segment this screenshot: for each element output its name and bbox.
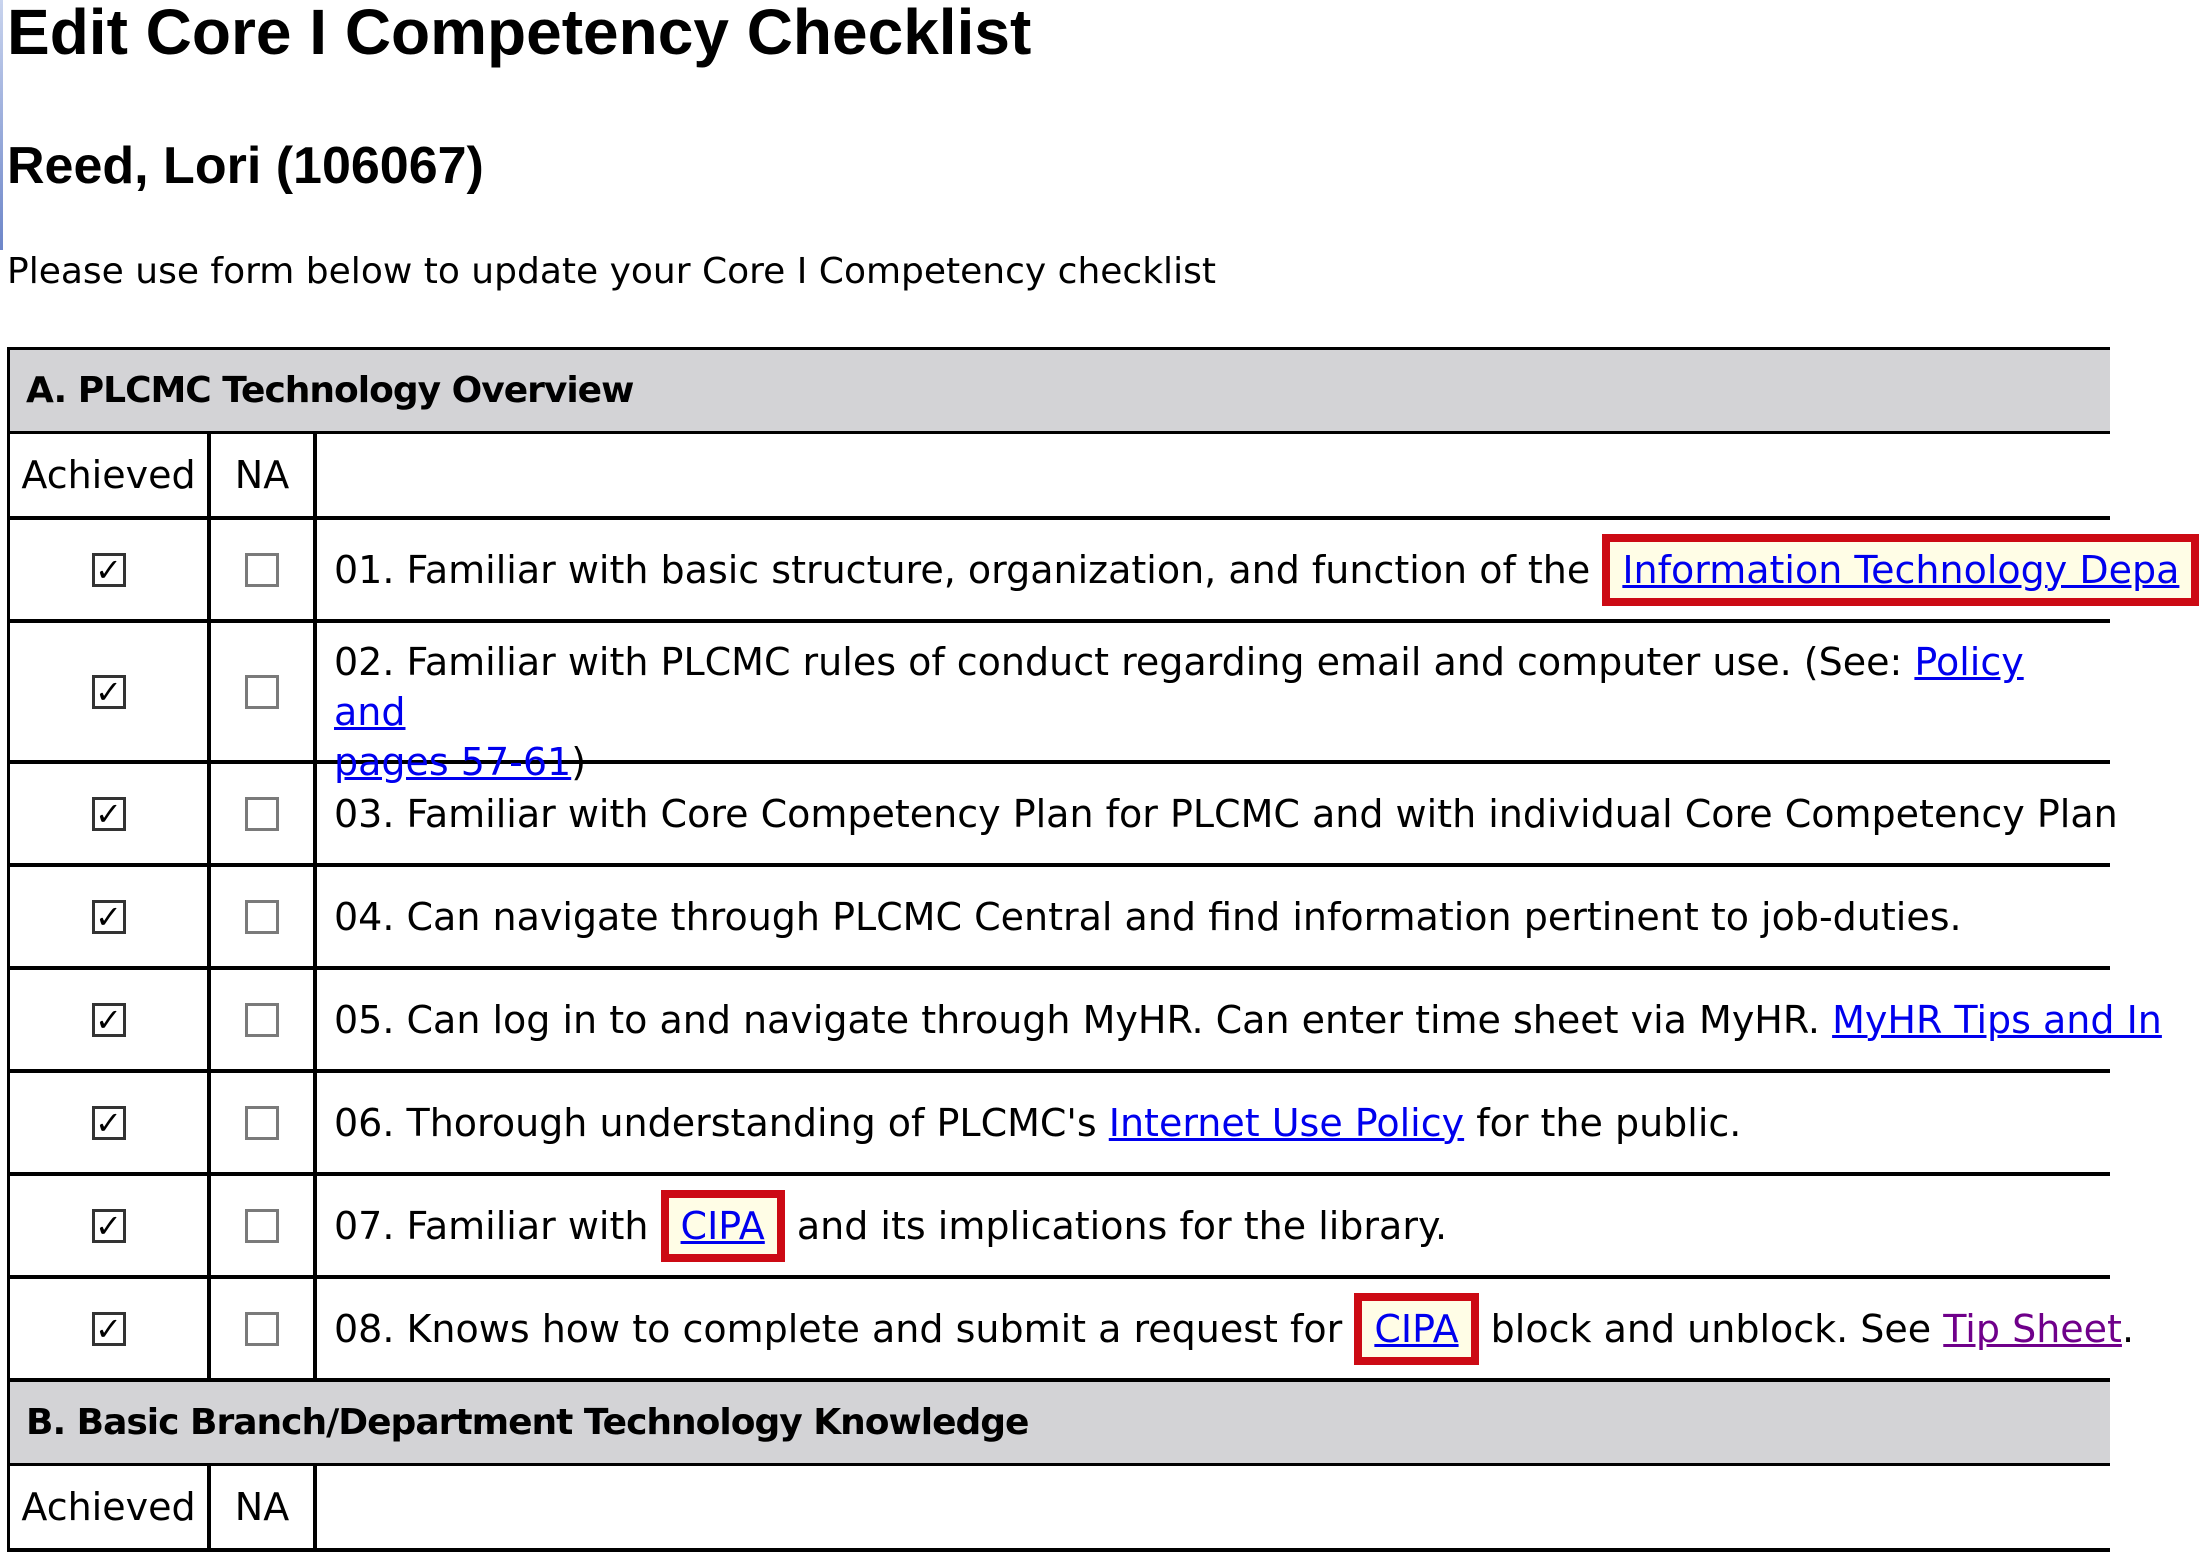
section-header-a: A. PLCMC Technology Overview — [10, 350, 2110, 434]
link-highlight-box — [1354, 1293, 1478, 1365]
achieved-cell — [10, 1279, 211, 1378]
checklist-item-06 — [10, 1073, 2110, 1176]
na-cell — [211, 1279, 317, 1378]
item-description — [317, 1279, 2134, 1378]
link-highlight-box — [1602, 534, 2199, 606]
internet-use-policy-link[interactable]: Internet Use Policy — [1108, 1100, 1465, 1145]
achieved-cell — [10, 623, 211, 760]
item-text: 01. Familiar with basic structure, organization, and function of the — [334, 547, 1603, 592]
column-header-na: NA — [211, 434, 317, 516]
window-edge — [0, 0, 3, 250]
na-cell — [211, 520, 317, 619]
column-header-description — [317, 434, 2110, 516]
item-text: 07. Familiar with — [334, 1203, 661, 1248]
item-description — [317, 1176, 2110, 1275]
na-checkbox-02[interactable] — [245, 675, 279, 709]
item-text: 03. Familiar with Core Competency Plan for PLCMC and with individual Core Competency Plan — [334, 791, 2118, 836]
competency-checklist-table — [7, 347, 2180, 1552]
item-description — [317, 1073, 2110, 1172]
checklist-item-03 — [10, 764, 2118, 867]
item-text: 08. Knows how to complete and submit a request for — [334, 1306, 1355, 1351]
cipa-request-link[interactable]: CIPA — [1374, 1306, 1459, 1351]
item-text-end: for the public. — [1464, 1100, 1742, 1145]
achieved-checkbox-08[interactable]: ✓ — [92, 1312, 126, 1346]
checklist-item-07 — [10, 1176, 2110, 1279]
achieved-checkbox-06[interactable]: ✓ — [92, 1106, 126, 1140]
instruction-text: Please use form below to update your Core I Competency checklist — [7, 251, 1216, 292]
checklist-item-02 — [10, 623, 2110, 784]
achieved-cell — [10, 867, 211, 966]
item-description — [317, 623, 2110, 784]
na-checkbox-03[interactable] — [245, 797, 279, 831]
item-text-middle: block and unblock. See — [1478, 1306, 1944, 1351]
na-cell — [211, 970, 317, 1069]
na-checkbox-07[interactable] — [245, 1209, 279, 1243]
cipa-link[interactable]: CIPA — [680, 1203, 765, 1248]
achieved-cell — [10, 520, 211, 619]
pages-57-61-link[interactable]: pages 57-61 — [334, 740, 572, 784]
item-description — [317, 970, 2162, 1069]
item-text-end: ) — [571, 740, 587, 784]
column-header-row-b — [10, 1466, 2110, 1552]
na-checkbox-08[interactable] — [245, 1312, 279, 1346]
checklist-item-08 — [10, 1279, 2135, 1382]
achieved-checkbox-07[interactable]: ✓ — [92, 1209, 126, 1243]
column-header-row — [10, 434, 2110, 520]
column-header-na: NA — [211, 1466, 317, 1548]
na-cell — [211, 867, 317, 966]
na-cell — [211, 623, 317, 760]
na-cell — [211, 764, 317, 863]
column-header-achieved: Achieved — [10, 1466, 211, 1548]
checklist-item-04 — [10, 867, 2110, 970]
link-highlight-box — [661, 1190, 785, 1262]
checklist-item-01 — [10, 520, 2180, 623]
na-cell — [211, 1176, 317, 1275]
achieved-checkbox-04[interactable]: ✓ — [92, 900, 126, 934]
item-description — [317, 764, 2118, 863]
na-checkbox-06[interactable] — [245, 1106, 279, 1140]
myhr-tips-link[interactable]: MyHR Tips and In — [1832, 997, 2162, 1042]
achieved-cell — [10, 970, 211, 1069]
na-checkbox-04[interactable] — [245, 900, 279, 934]
na-checkbox-05[interactable] — [245, 1003, 279, 1037]
na-checkbox-01[interactable] — [245, 553, 279, 587]
achieved-cell — [10, 1176, 211, 1275]
checklist-item-05 — [10, 970, 2162, 1073]
achieved-checkbox-01[interactable]: ✓ — [92, 553, 126, 587]
information-technology-link[interactable]: Information Technology Depa — [1622, 547, 2180, 592]
item-description — [317, 520, 2199, 619]
achieved-checkbox-03[interactable]: ✓ — [92, 797, 126, 831]
na-cell — [211, 1073, 317, 1172]
item-text: 02. Familiar with PLCMC rules of conduct regarding email and computer use. (See: — [334, 640, 1915, 684]
item-text: 04. Can navigate through PLCMC Central and find information pertinent to job-duties. — [334, 894, 1962, 939]
column-header-description — [317, 1466, 2110, 1548]
achieved-checkbox-05[interactable]: ✓ — [92, 1003, 126, 1037]
employee-name: Reed, Lori (106067) — [7, 137, 484, 195]
item-text: 05. Can log in to and navigate through MyHR. Can enter time sheet via MyHR. — [334, 997, 1833, 1042]
achieved-cell — [10, 1073, 211, 1172]
item-text-end: and its implications for the library. — [784, 1203, 1448, 1248]
item-description — [317, 867, 2110, 966]
item-text-end: . — [2121, 1306, 2135, 1351]
item-text: 06. Thorough understanding of PLCMC's — [334, 1100, 1109, 1145]
achieved-checkbox-02[interactable]: ✓ — [92, 675, 126, 709]
section-header-b: B. Basic Branch/Department Technology Knowledge — [10, 1382, 2110, 1466]
policy-link[interactable]: Policy and — [334, 640, 2024, 734]
tip-sheet-link[interactable]: Tip Sheet — [1943, 1306, 2122, 1351]
page-title: Edit Core I Competency Checklist — [7, 0, 1032, 68]
column-header-achieved: Achieved — [10, 434, 211, 516]
achieved-cell — [10, 764, 211, 863]
